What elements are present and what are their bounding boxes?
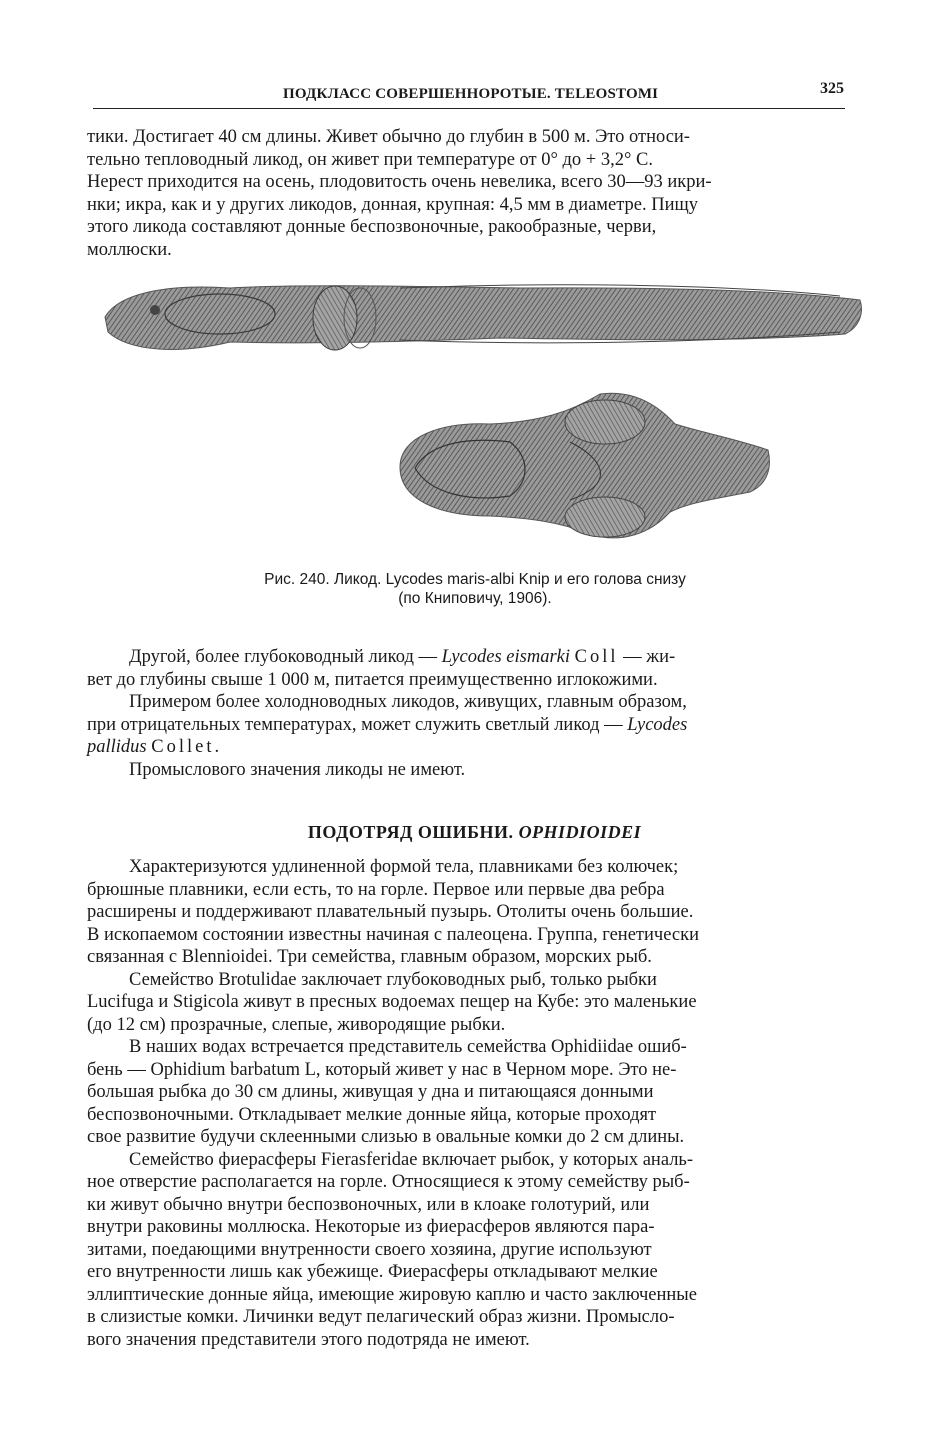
author-name: Collet bbox=[151, 737, 215, 757]
ophidioidei-paragraphs bbox=[87, 856, 842, 1351]
paragraph-line: ное отверстие располагается на горле. Относящиеся к этому семейству рыб- bbox=[87, 1172, 690, 1192]
paragraph-line: в слизистые комки. Личинки ведут пелагический образ жизни. Промысло- bbox=[87, 1307, 675, 1327]
paragraph-line: большая рыбка до 30 см длины, живущая у дна и питающаяся донными bbox=[87, 1082, 654, 1102]
paragraph-line: бень — Ophidium barbatum L, который живет у нас в Черном море. Это не- bbox=[87, 1059, 677, 1080]
text-run: Другой, более глубоководный ликод — bbox=[129, 647, 442, 667]
intro-line: моллюски. bbox=[87, 239, 172, 260]
running-header bbox=[93, 80, 848, 106]
paragraph-line bbox=[87, 714, 842, 737]
paragraph-line: Примером более холодноводных ликодов, живущих, главным образом, bbox=[129, 692, 687, 712]
author-name: Coll bbox=[574, 647, 619, 667]
paragraph-line: свое развитие будучи склеенными слизью в овальные комки до 2 см длины. bbox=[87, 1127, 685, 1147]
caption-line: Рис. 240. Ликод. Lycodes maris-albi Knip и его голова снизу bbox=[264, 571, 686, 588]
paragraph-line: брюшные плавники, если есть, то на горле. Первое или первые два ребра bbox=[87, 879, 665, 900]
paragraph-line bbox=[87, 736, 842, 759]
intro-line: тики. Достигает 40 см длины. Живет обычно до глубин в 500 м. Это относи- bbox=[87, 127, 690, 147]
running-header-title: ПОДКЛАСС СОВЕРШЕННОРОТЫЕ. TELEOSTOMI bbox=[283, 86, 659, 102]
text-run: при отрицательных температурах, может служить светлый ликод — bbox=[87, 714, 628, 735]
paragraph-line: его внутренности лишь как убежище. Фиерасферы откладывают мелкие bbox=[87, 1262, 658, 1282]
intro-line: нки; икра, как и у других ликодов, донная, крупная: 4,5 мм в диаметре. Пищу bbox=[87, 194, 698, 215]
paragraph-line: Семейство фиерасферы Fierasferidae включает рыбок, у которых аналь- bbox=[129, 1149, 694, 1170]
paragraph-line: вет до глубины свыше 1 000 м, питается преимущественно иглокожими. bbox=[87, 669, 658, 690]
page-number: 325 bbox=[820, 80, 844, 97]
intro-line: тельно тепловодный ликод, он живет при температуре от 0° до + 3,2° С. bbox=[87, 149, 653, 170]
section-heading bbox=[0, 822, 949, 843]
intro-paragraph bbox=[87, 126, 842, 261]
text-run: — жи- bbox=[618, 647, 676, 667]
section-heading-latin: OPHIDIOIDEI bbox=[518, 822, 642, 842]
paragraph-line: эллиптические донные яйца, имеющие жировую каплю и часто заключенные bbox=[87, 1284, 697, 1305]
paragraph-line: Семейство Brotulidae заключает глубоководных рыб, только рыбки bbox=[129, 969, 657, 990]
paragraph-line: Характеризуются удлиненной формой тела, плавниками без колючек; bbox=[129, 857, 679, 877]
species-name: Lycodes bbox=[627, 714, 688, 735]
figure-caption bbox=[150, 570, 800, 608]
species-name: Lycodes eismarki bbox=[441, 647, 571, 667]
paragraph-line: В ископаемом состоянии известны начиная с палеоцена. Группа, генетически bbox=[87, 924, 699, 945]
lycodes-illustration bbox=[100, 272, 865, 554]
paragraph-eismarki bbox=[87, 646, 842, 669]
fish-side-view bbox=[105, 285, 861, 350]
species-name: pallidus bbox=[87, 737, 147, 757]
caption-line: (по Книповичу, 1906). bbox=[398, 590, 552, 607]
intro-line: этого ликода составляют донные беспозвоночные, ракообразные, черви, bbox=[87, 217, 657, 237]
lycodes-paragraphs bbox=[87, 646, 842, 781]
fish-figure bbox=[100, 272, 865, 554]
fish-head-ventral-view bbox=[400, 393, 769, 538]
section-heading-ru: ПОДОТРЯД ОШИБНИ. bbox=[307, 822, 519, 842]
paragraph-line: связанная с Blennioidei. Три семейства, главным образом, морских рыб. bbox=[87, 947, 652, 967]
paragraph-line: ки живут обычно внутри беспозвоночных, или в клоаке голотурий, или bbox=[87, 1194, 650, 1215]
paragraph-line: внутри раковины моллюска. Некоторые из фиерасферов являются пара- bbox=[87, 1217, 655, 1237]
header-rule bbox=[93, 108, 845, 109]
paragraph-line: беспозвоночными. Откладывает мелкие донные яйца, которые проходят bbox=[87, 1104, 657, 1125]
paragraph-no-value: Промыслового значения ликоды не имеют. bbox=[129, 759, 466, 780]
paragraph-line: вого значения представители этого подотряда не имеют. bbox=[87, 1329, 530, 1350]
text-run: . bbox=[214, 737, 220, 757]
paragraph-line: расширены и поддерживают плавательный пузырь. Отолиты очень большие. bbox=[87, 902, 694, 922]
paragraph-line: зитами, поедающими внутренности своего хозяина, другие используют bbox=[87, 1239, 652, 1260]
intro-line: Нерест приходится на осень, плодовитость очень невелика, всего 30—93 икри- bbox=[87, 172, 712, 192]
paragraph-line: Lucifuga и Stigicola живут в пресных водоемах пещер на Кубе: это маленькие bbox=[87, 992, 697, 1012]
paragraph-line: В наших водах встречается представитель семейства Ophidiidae ошиб- bbox=[129, 1037, 687, 1057]
paragraph-line: (до 12 см) прозрачные, слепые, живородящие рыбки. bbox=[87, 1014, 506, 1035]
